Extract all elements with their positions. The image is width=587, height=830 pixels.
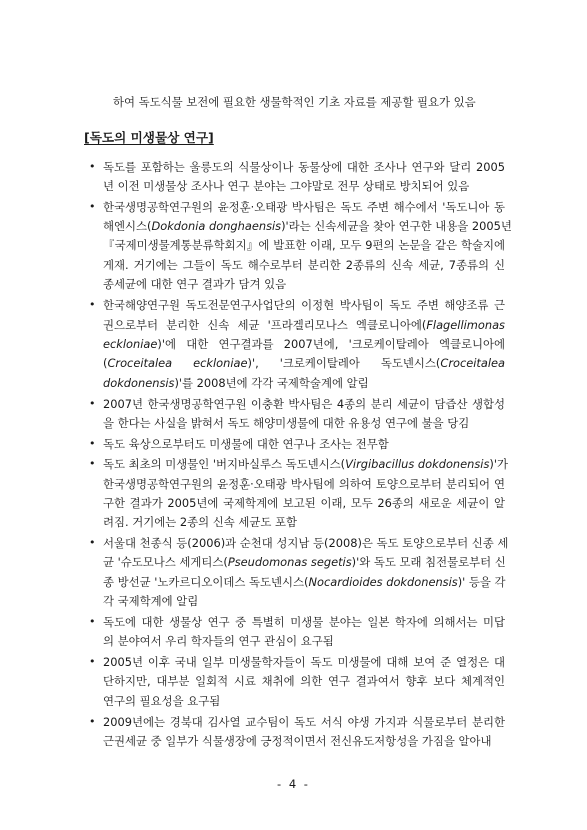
text-segment: 권으로부터 분리한 신속 세균 '프라겔리모나스 엑클로니아에( <box>103 318 427 332</box>
text-line <box>103 555 505 569</box>
text-line <box>103 594 505 608</box>
text-segment: 2009년에는 경북대 김사열 교수팀이 독도 서식 야생 가지과 식물로부터 분리한 <box>103 715 505 729</box>
text-segment: 구한 결과가 2005년에 국제학계에 보고된 이래, 모두 26종의 새로운 세균이 알 <box>103 496 505 510</box>
text-segment: 2007년 한국생명공학연구원 이충환 박사팀은 4종의 분리 세균이 담즙산 생합성 <box>103 397 505 411</box>
text-segment: 종세균에 대한 연구 결과가 담겨 있음 <box>103 277 287 291</box>
text-segment: )'에 대한 연구결과를 2007년에, '크로케이탈레아 엑클로니아에 <box>157 337 505 351</box>
text-segment: 독도 최초의 미생물인 '버지바실루스 독도넨시스( <box>103 457 346 471</box>
italic-species-name: dokdonensis <box>103 376 175 390</box>
italic-species-name: Croceitalea <box>440 356 505 370</box>
text-line <box>103 356 505 370</box>
text-line <box>103 655 505 669</box>
bullet-marker: • <box>89 200 96 213</box>
text-line <box>103 219 512 233</box>
text-segment: )'가 <box>489 457 508 471</box>
italic-species-name: Virgibacillus dokdonensis <box>345 457 490 471</box>
text-line <box>103 715 505 729</box>
text-segment: ( <box>103 356 108 370</box>
text-line <box>103 160 505 174</box>
text-segment: 독도를 포함하는 울릉도의 식물상이나 동물상에 대한 조사나 연구와 달리 2005 <box>103 160 505 174</box>
text-segment: )'와 독도 모래 침전물로부터 신 <box>351 555 506 569</box>
text-segment: )' 등을 각 <box>457 575 506 589</box>
text-line <box>103 277 505 291</box>
bullet-marker: • <box>89 298 96 311</box>
text-line <box>103 238 505 252</box>
text-segment: 근권세균 중 일부가 식물생장에 긍정적이면서 전신유도저항성을 가짐을 알아내 <box>103 734 492 748</box>
text-line <box>103 694 505 708</box>
text-line <box>103 457 508 471</box>
bullet-marker: • <box>89 457 96 470</box>
text-line <box>103 376 505 390</box>
text-line <box>103 477 505 491</box>
text-line <box>103 634 505 648</box>
text-segment: 을 한다는 사실을 밝혀서 독도 해양미생물에 대한 유용성 연구에 불을 당김 <box>103 416 470 430</box>
text-line <box>103 416 505 430</box>
intro-line: 하여 독도식물 보전에 필요한 생물학적인 기초 자료를 제공할 필요가 있음 <box>113 95 476 109</box>
text-line <box>103 674 505 688</box>
italic-species-name: Pseudomonas segetis <box>227 555 352 569</box>
text-segment: )'라는 신속세균을 찾아 연구한 내용을 2005년 <box>281 219 512 233</box>
bullet-marker: • <box>89 536 96 549</box>
text-segment: 각 국제학계에 알림 <box>103 594 199 608</box>
italic-species-name: Flagellimonas <box>426 318 505 332</box>
text-line <box>103 437 505 451</box>
text-segment: 년 이전 미생물상 조사나 연구 분야는 그야말로 전무 상태로 방치되어 있음 <box>103 179 470 193</box>
text-segment: 독도 육상으로부터도 미생물에 대한 연구나 조사는 전무함 <box>103 437 389 451</box>
bullet-marker: • <box>89 160 96 173</box>
bullet-marker: • <box>89 715 96 728</box>
italic-species-name: eckloniae <box>103 337 158 351</box>
text-line <box>103 298 505 312</box>
text-line <box>103 258 505 272</box>
text-segment: 2005년 이후 국내 일부 미생물학자들이 독도 미생물에 대해 보여 준 열정은 대 <box>103 655 505 669</box>
bullet-marker: • <box>89 615 96 628</box>
bullet-marker: • <box>89 437 96 450</box>
text-line <box>103 496 505 510</box>
text-line <box>103 179 505 193</box>
text-line <box>103 615 505 629</box>
bullet-marker: • <box>89 397 96 410</box>
text-segment: 단하지만, 대부분 일회적 시료 채취에 의한 연구 결과여서 향후 보다 체계적인 <box>103 674 505 688</box>
text-segment: 독도에 대한 생물상 연구 중 특별히 미생물 분야는 일본 학자에 의해서는 미답 <box>103 615 505 629</box>
text-line <box>103 337 505 351</box>
section-heading: [독도의 미생물상 연구] <box>84 130 214 145</box>
text-segment: )'를 2008년에 각각 국제학술계에 알림 <box>174 376 369 390</box>
italic-species-name: Nocardioides dokdonensis <box>308 575 458 589</box>
text-line <box>103 200 505 214</box>
text-segment: 한국생명공학연구원의 윤정훈·오태광 박사팀에 의하여 토양으로부터 분리되어 연 <box>103 477 505 491</box>
text-segment: 한국생명공학연구원의 윤정훈·오태광 박사팀은 독도 주변 해수에서 '독도니아 동 <box>103 200 505 214</box>
text-line <box>103 575 505 589</box>
text-segment: 의 분야여서 우리 학자들의 연구 관심이 요구됨 <box>103 634 334 648</box>
text-segment: 종 방선균 '노카르디오이데스 독도넨시스( <box>103 575 309 589</box>
text-line <box>103 536 509 550</box>
text-segment: 서울대 천종식 등(2006)과 순천대 성지남 등(2008)은 독도 토양으로부터 신종 세 <box>103 536 509 550</box>
text-segment: )', '크로케이탈레아 독도넨시스( <box>247 356 441 370</box>
text-segment: 해엔시스( <box>103 219 152 233</box>
text-segment: 연구의 필요성을 요구됨 <box>103 694 221 708</box>
text-segment: 려짐. 거기에는 2종의 신속 세균도 포함 <box>103 515 298 529</box>
text-line <box>103 734 505 748</box>
text-segment: 『국제미생물계통분류학회지』에 발표한 이래, 모두 9편의 논문을 같은 학술지에 <box>103 238 505 252</box>
italic-species-name: Dokdonia donghaensis <box>151 219 282 233</box>
bullet-marker: • <box>89 655 96 668</box>
text-line <box>103 397 505 411</box>
text-segment: 균 '슈도모나스 세게티스( <box>103 555 228 569</box>
text-segment: 한국해양연구원 독도전문연구사업단의 이정현 박사팀이 독도 주변 해양조류 근 <box>103 298 505 312</box>
text-line <box>103 515 505 529</box>
italic-species-name: Croceitalea eckloniae <box>107 356 248 370</box>
text-line <box>103 318 505 332</box>
page-number: - 4 - <box>277 777 310 791</box>
text-segment: 게재. 거기에는 그들이 독도 해수로부터 분리한 2종류의 신속 세균, 7종류의 신 <box>103 258 505 272</box>
